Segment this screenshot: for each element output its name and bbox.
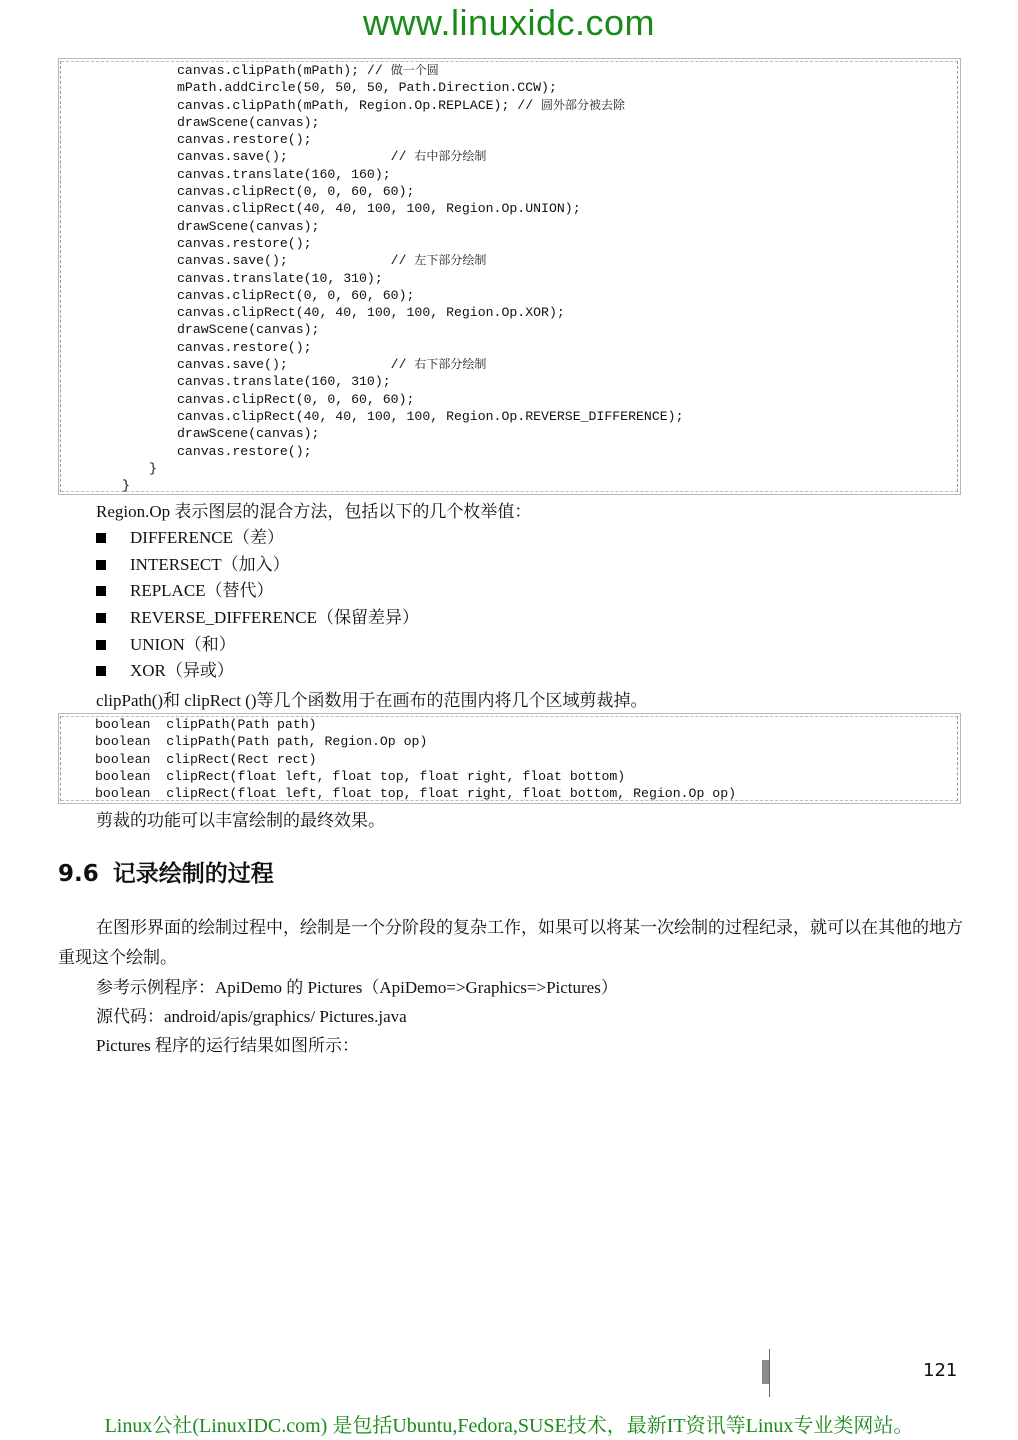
- code-comment: 做一个圆: [390, 63, 439, 77]
- code-comment: 左下部分绘制: [414, 253, 487, 268]
- clip-summary: 剪裁的功能可以丰富绘制的最终效果。: [96, 811, 385, 830]
- code-line: canvas.clipRect(40, 40, 100, 100, Region.Op.XOR);: [177, 305, 565, 321]
- code-line: }: [122, 478, 130, 494]
- square-bullet-icon: [96, 613, 106, 623]
- region-op-intro: Region.Op 表示图层的混合方法，包括以下的几个枚举值：: [96, 502, 532, 521]
- square-bullet-icon: [96, 666, 106, 676]
- code-lines: [59, 716, 736, 802]
- body-paragraph: 在图形界面的绘制过程中，绘制是一个分阶段的复杂工作，如果可以将某一次绘制的过程纪录，就可以在其他的地方重现这个绘制。: [58, 918, 963, 967]
- site-header: www.linuxidc.com: [362, 2, 656, 43]
- section-number: 9.6: [58, 861, 99, 887]
- code-line: drawScene(canvas);: [177, 218, 320, 234]
- code-comment: 右中部分绘制: [414, 149, 487, 164]
- code-line: canvas.clipPath(mPath, Region.Op.REPLACE); // 圆外部分被去除: [177, 97, 626, 113]
- square-bullet-icon: [96, 586, 106, 596]
- code-line: canvas.translate(160, 310);: [177, 374, 391, 390]
- result-line: Pictures 程序的运行结果如图所示：: [96, 1036, 360, 1055]
- code-line: canvas.save(); // 左下部分绘制: [177, 253, 487, 269]
- code-line: canvas.translate(160, 160);: [177, 166, 391, 182]
- code-line: boolean clipRect(float left, float top, float right, float bottom): [95, 768, 626, 784]
- page-divider: [769, 1349, 770, 1397]
- site-footer: Linux公社(LinuxIDC.com) 是包括Ubuntu,Fedora,SUSE技术，最新IT资讯等Linux专业类网站。: [104, 1415, 914, 1437]
- code-line: canvas.clipRect(40, 40, 100, 100, Region.Op.REVERSE_DIFFERENCE);: [177, 408, 684, 424]
- code-line: drawScene(canvas);: [177, 426, 320, 442]
- section-heading: [58, 855, 274, 888]
- code-line: boolean clipPath(Path path, Region.Op op): [95, 734, 428, 750]
- square-bullet-icon: [96, 533, 106, 543]
- code-line: boolean clipPath(Path path): [95, 717, 317, 732]
- code-line: drawScene(canvas);: [177, 322, 320, 338]
- code-line: canvas.translate(10, 310);: [177, 270, 383, 286]
- code-block-clip-signatures: [58, 713, 961, 804]
- code-line: }: [149, 460, 157, 476]
- code-line: canvas.clipPath(mPath); // 做一个圆: [177, 63, 439, 78]
- clip-intro: clipPath()和 clipRect ()等几个函数用于在画布的范围内将几个区域剪裁掉。: [96, 691, 648, 710]
- source-line: 源代码：android/apis/graphics/ Pictures.java: [96, 1007, 407, 1026]
- square-bullet-icon: [96, 560, 106, 570]
- code-line: canvas.restore();: [177, 132, 312, 148]
- code-line: canvas.clipRect(0, 0, 60, 60);: [177, 287, 415, 303]
- section-title-text: 记录绘制的过程: [112, 861, 274, 887]
- code-line: canvas.clipRect(40, 40, 100, 100, Region.Op.UNION);: [177, 201, 581, 217]
- code-comment: 圆外部分被去除: [541, 97, 626, 112]
- code-line: drawScene(canvas);: [177, 114, 320, 130]
- code-line: canvas.save(); // 右下部分绘制: [177, 357, 487, 373]
- code-line: canvas.restore();: [177, 339, 312, 355]
- code-line: canvas.restore();: [177, 235, 312, 251]
- code-comment: 右下部分绘制: [414, 357, 487, 372]
- code-line: boolean clipRect(Rect rect): [95, 751, 317, 767]
- page-number: 121: [923, 1360, 958, 1381]
- code-line: canvas.restore();: [177, 443, 312, 459]
- code-block-clip-ops: [58, 58, 961, 495]
- code-lines: [59, 62, 683, 494]
- page-marker: [762, 1360, 769, 1384]
- code-line: boolean clipRect(float left, float top, float right, float bottom, Region.Op op): [95, 786, 737, 802]
- code-line: canvas.save(); // 右中部分绘制: [177, 149, 487, 165]
- reference-line: 参考示例程序：ApiDemo 的 Pictures（ApiDemo=>Graphics=>Pictures）: [96, 978, 618, 997]
- code-line: mPath.addCircle(50, 50, 50, Path.Direction.CCW);: [177, 80, 557, 96]
- code-line: canvas.clipRect(0, 0, 60, 60);: [177, 391, 415, 407]
- square-bullet-icon: [96, 640, 106, 650]
- code-line: canvas.clipRect(0, 0, 60, 60);: [177, 184, 415, 200]
